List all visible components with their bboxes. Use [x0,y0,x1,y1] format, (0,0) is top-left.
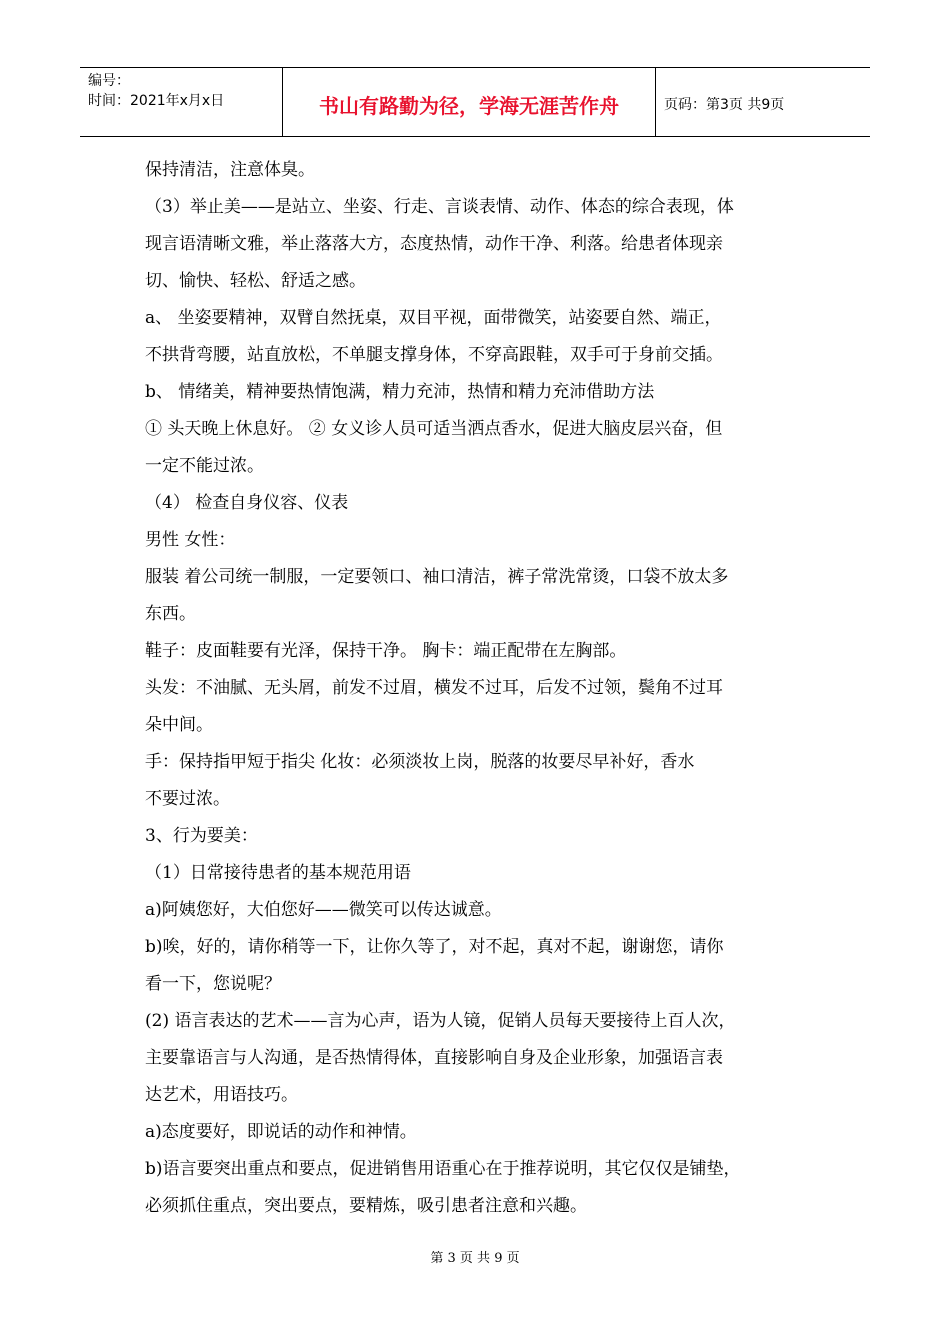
body-line: 保持清洁，注意体臭。 [145,160,315,180]
body-line: （4） 检查自身仪容、仪表 [145,493,349,513]
body-line: a、 坐姿要精神，双臂自然抚桌，双目平视，面带微笑，站姿要自然、端正， [145,308,722,328]
header-motto-cell [282,68,656,136]
body-line: 达艺术，用语技巧。 [145,1085,298,1105]
body-line: 男性 女性： [145,530,236,550]
body-line: b)语言要突出重点和要点，促进销售用语重心在于推荐说明，其它仅仅是铺垫， [145,1159,741,1179]
body-line: 鞋子：皮面鞋要有光泽，保持干净。 胸卡：端正配带在左胸部。 [145,641,627,661]
body-line: 一定不能过浓。 [145,456,264,476]
body-line: 必须抓住重点，突出要点，要精炼，吸引患者注意和兴趣。 [145,1196,587,1216]
page-footer [0,1247,950,1266]
body-line: （3）举止美——是站立、坐姿、行走、言谈表情、动作、体态的综合表现，体 [145,197,734,217]
document-number-label: 编号： [88,73,130,89]
header-page-cell [656,68,870,136]
body-line: a)态度要好，即说话的动作和神情。 [145,1122,417,1142]
body-line: b、 情绪美，精神要热情饱满，精力充沛，热情和精力充沛借助方法 [145,382,655,402]
body-line: 服装 着公司统一制服，一定要领口、袖口清洁，裤子常洗常烫，口袋不放太多 [145,567,729,587]
body-line: （1）日常接待患者的基本规范用语 [145,863,411,883]
header-meta-cell [80,68,280,136]
body-line: 现言语清晰文雅，举止落落大方，态度热情，动作干净、利落。给患者体现亲 [145,234,723,254]
document-body [145,152,813,1225]
body-line: 看一下，您说呢？ [145,974,281,994]
body-line: 手：保持指甲短于指尖 化妆：必须淡妆上岗，脱落的妆要尽早补好，香水 [145,752,695,772]
document-time-label: 时间：2021年x月x日 [88,93,225,109]
body-line: 不要过浓。 [145,789,230,809]
body-line: 头发：不油腻、无头屑，前发不过眉，横发不过耳，后发不过领，鬓角不过耳 [145,678,723,698]
body-line: 朵中间。 [145,715,213,735]
header-page-number: 页码：第3页 共9页 [664,97,785,113]
body-line: a)阿姨您好，大伯您好——微笑可以传达诚意。 [145,900,502,920]
body-line: ① 头天晚上休息好。 ② 女义诊人员可适当洒点香水，促进大脑皮层兴奋，但 [145,419,723,439]
body-line: 切、愉快、轻松、舒适之感。 [145,271,366,291]
page-header [80,67,870,137]
body-line: 主要靠语言与人沟通，是否热情得体，直接影响自身及企业形象，加强语言表 [145,1048,723,1068]
body-line: 不拱背弯腰，站直放松，不单腿支撑身体，不穿高跟鞋，双手可于身前交插。 [145,345,723,365]
body-line: (2) 语言表达的艺术——言为心声，语为人镜，促销人员每天要接待上百人次， [145,1011,736,1031]
footer-page-number: 第 3 页 共 9 页 [430,1251,520,1266]
body-line: b)唉，好的，请你稍等一下，让你久等了，对不起，真对不起，谢谢您，请你 [145,937,724,957]
header-motto: 书山有路勤为径，学海无涯苦作舟 [319,94,619,118]
body-line: 东西。 [145,604,196,624]
body-line: 3、行为要美： [145,826,258,846]
